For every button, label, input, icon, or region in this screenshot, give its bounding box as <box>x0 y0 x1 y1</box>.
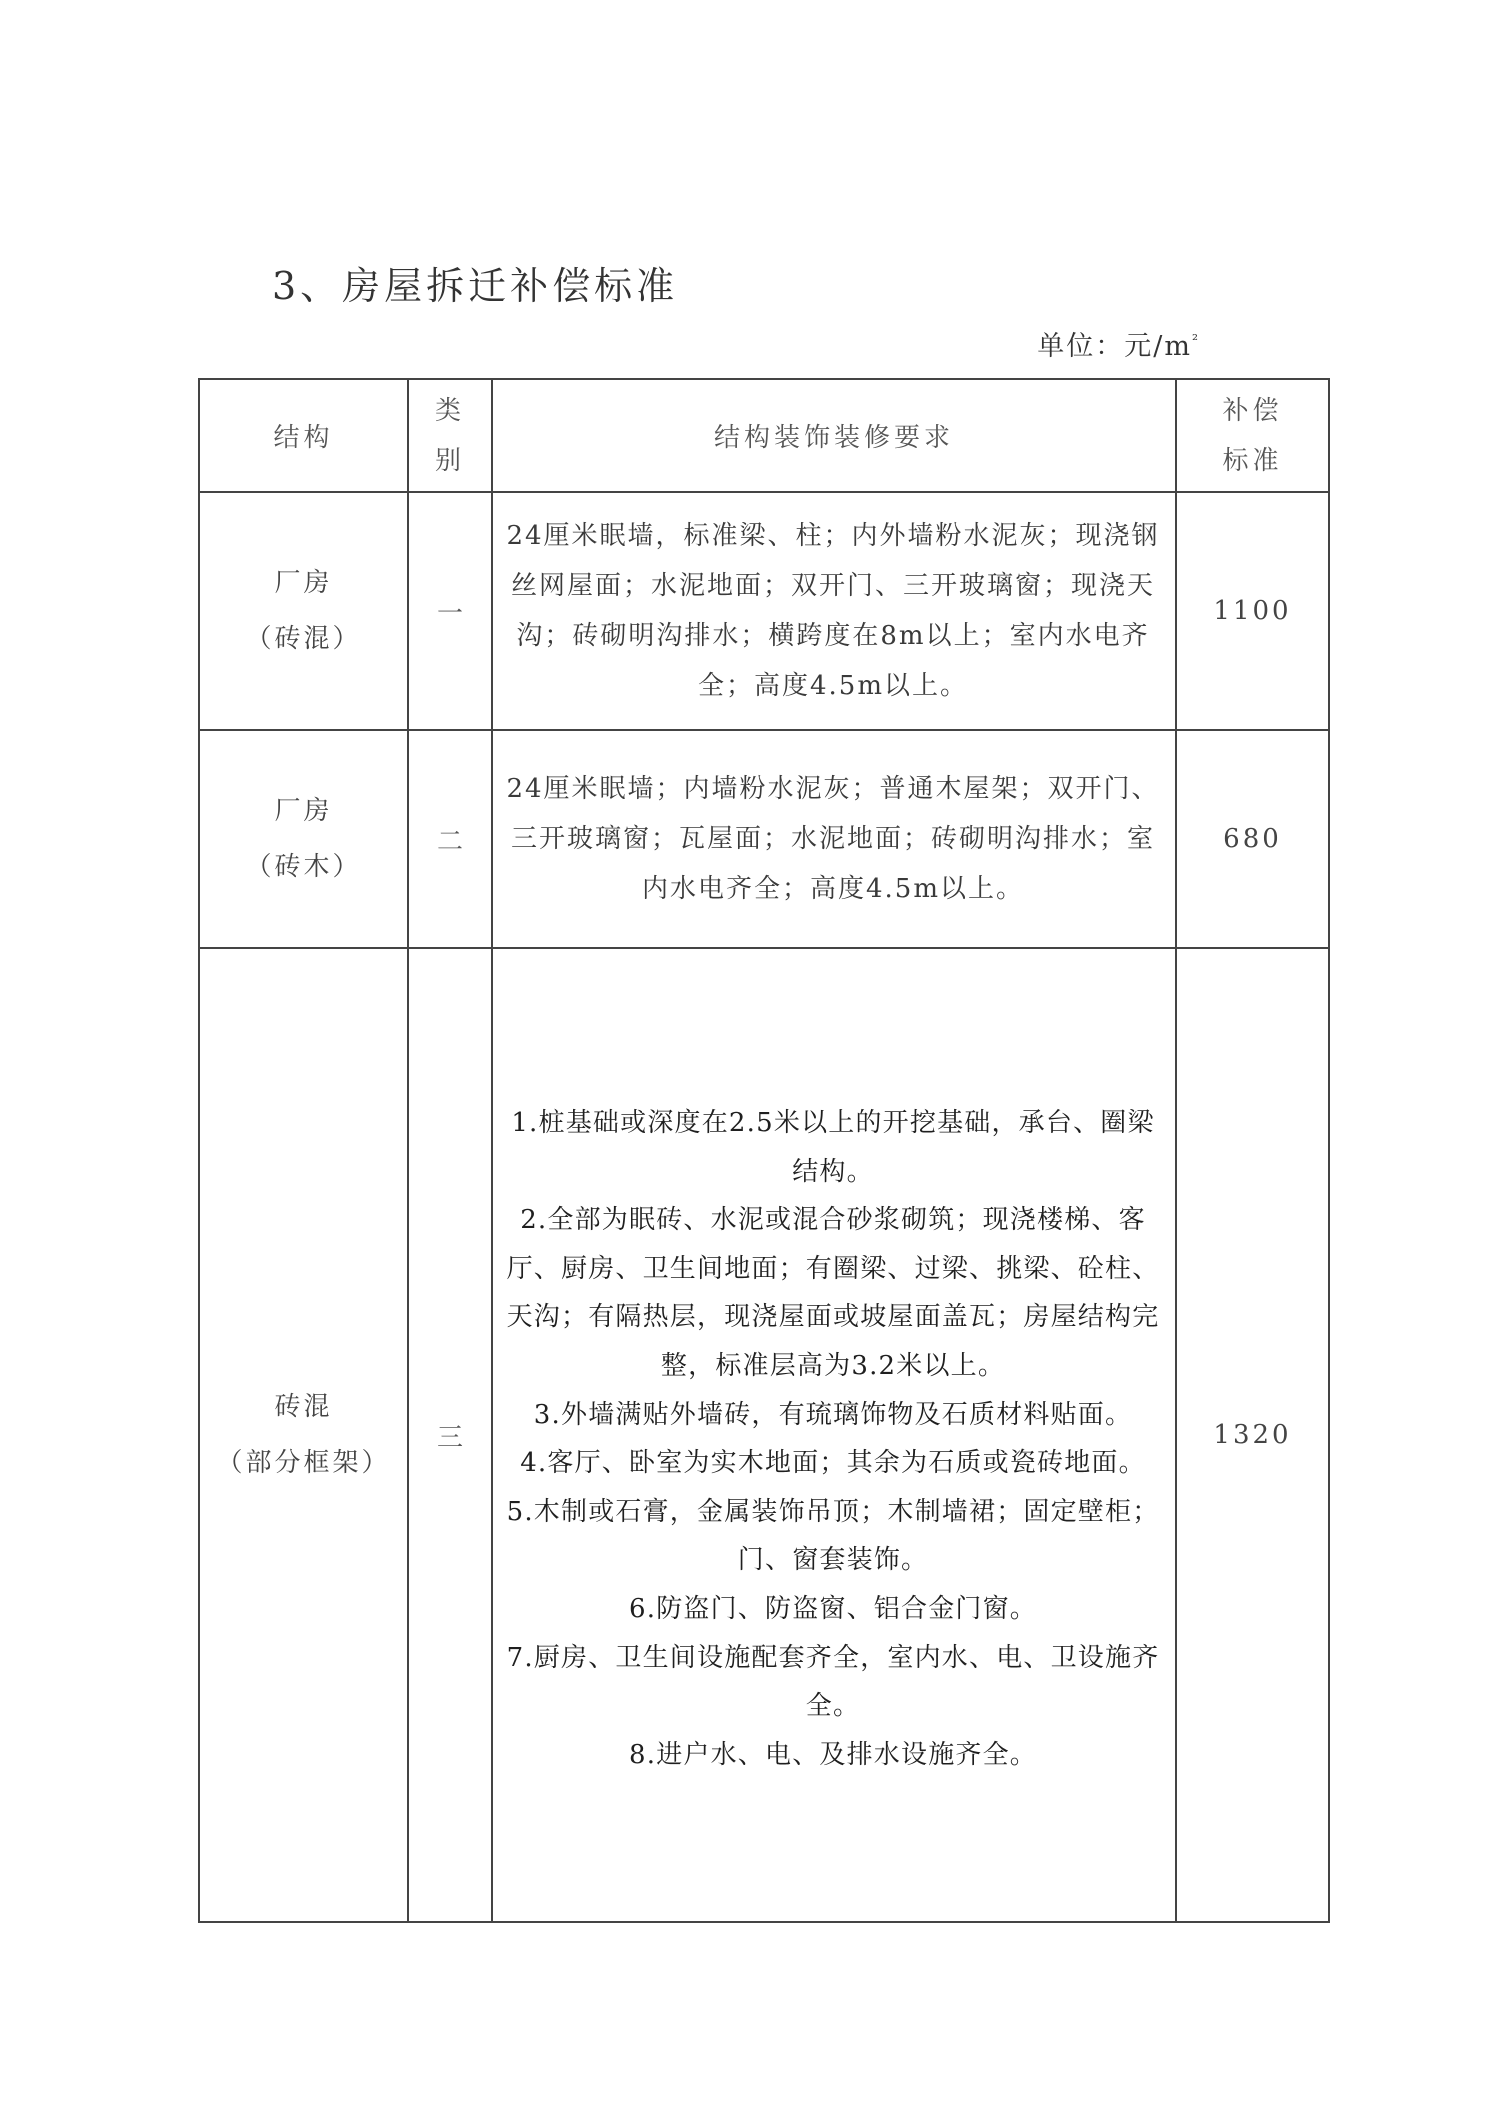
table-header-row <box>199 379 1329 492</box>
requirement-item: 4.客厅、卧室为实木地面；其余为石质或瓷砖地面。 <box>520 1448 1146 1479</box>
requirements-cell <box>492 948 1176 1922</box>
header-category-line2: 别 <box>434 445 465 476</box>
structure-line2: （砖混） <box>245 624 362 654</box>
page-title: 3、房屋拆迁补偿标准 <box>272 264 679 308</box>
compensation-table <box>198 378 1330 1923</box>
standard-cell: 680 <box>1176 730 1329 948</box>
header-standard-line1: 补偿 <box>1222 395 1283 426</box>
standard-cell: 1100 <box>1176 492 1329 730</box>
unit-superscript: ² <box>1191 331 1200 349</box>
requirements-cell: 24厘米眠墙；内墙粉水泥灰；普通木屋架；双开门、三开玻璃窗；瓦屋面；水泥地面；砖砌明沟排水；室内水电齐全；高度4.5m以上。 <box>492 730 1176 948</box>
structure-line1: 厂房 <box>274 796 333 826</box>
header-requirements: 结构装饰装修要求 <box>492 379 1176 492</box>
requirement-item: 3.外墙满贴外墙砖，有琉璃饰物及石质材料贴面。 <box>533 1399 1133 1430</box>
requirement-item: 5.木制或石膏，金属装饰吊顶；木制墙裙；固定壁柜；门、窗套装饰。 <box>506 1496 1160 1576</box>
requirement-item: 6.防盗门、防盗窗、铝合金门窗。 <box>628 1593 1037 1624</box>
structure-line2: （砖木） <box>245 852 362 882</box>
header-structure: 结构 <box>199 379 408 492</box>
table-row <box>199 730 1329 948</box>
header-standard-line2: 标准 <box>1222 445 1283 476</box>
unit-text: 单位：元/m <box>1037 331 1192 362</box>
structure-cell <box>199 492 408 730</box>
header-standard <box>1176 379 1329 492</box>
requirement-item: 2.全部为眠砖、水泥或混合砂浆砌筑；现浇楼梯、客厅、厨房、卫生间地面；有圈梁、过梁、挑梁、砼柱、天沟；有隔热层，现浇屋面或坡屋面盖瓦；房屋结构完整，标准层高为3.2米以上。 <box>506 1205 1160 1381</box>
category-cell: 一 <box>408 492 492 730</box>
requirements-cell: 24厘米眠墙，标准梁、柱；内外墙粉水泥灰；现浇钢丝网屋面；水泥地面；双开门、三开玻璃窗；现浇天沟；砖砌明沟排水；横跨度在8m以上；室内水电齐全；高度4.5m以上。 <box>492 492 1176 730</box>
structure-line1: 厂房 <box>274 568 333 598</box>
structure-cell <box>199 730 408 948</box>
structure-line2: （部分框架） <box>216 1448 391 1478</box>
category-cell: 二 <box>408 730 492 948</box>
table-row <box>199 948 1329 1922</box>
requirement-item: 8.进户水、电、及排水设施齐全。 <box>628 1739 1037 1770</box>
requirement-item: 1.桩基础或深度在2.5米以上的开挖基础，承台、圈梁结构。 <box>511 1108 1155 1187</box>
standard-cell: 1320 <box>1176 948 1329 1922</box>
category-cell: 三 <box>408 948 492 1922</box>
requirement-item: 7.厨房、卫生间设施配套齐全，室内水、电、卫设施齐全。 <box>506 1642 1160 1722</box>
header-category-line1: 类 <box>434 395 465 426</box>
structure-cell <box>199 948 408 1922</box>
table-row <box>199 492 1329 730</box>
unit-label <box>1037 324 1200 363</box>
structure-line1: 砖混 <box>274 1392 333 1422</box>
header-category <box>408 379 492 492</box>
